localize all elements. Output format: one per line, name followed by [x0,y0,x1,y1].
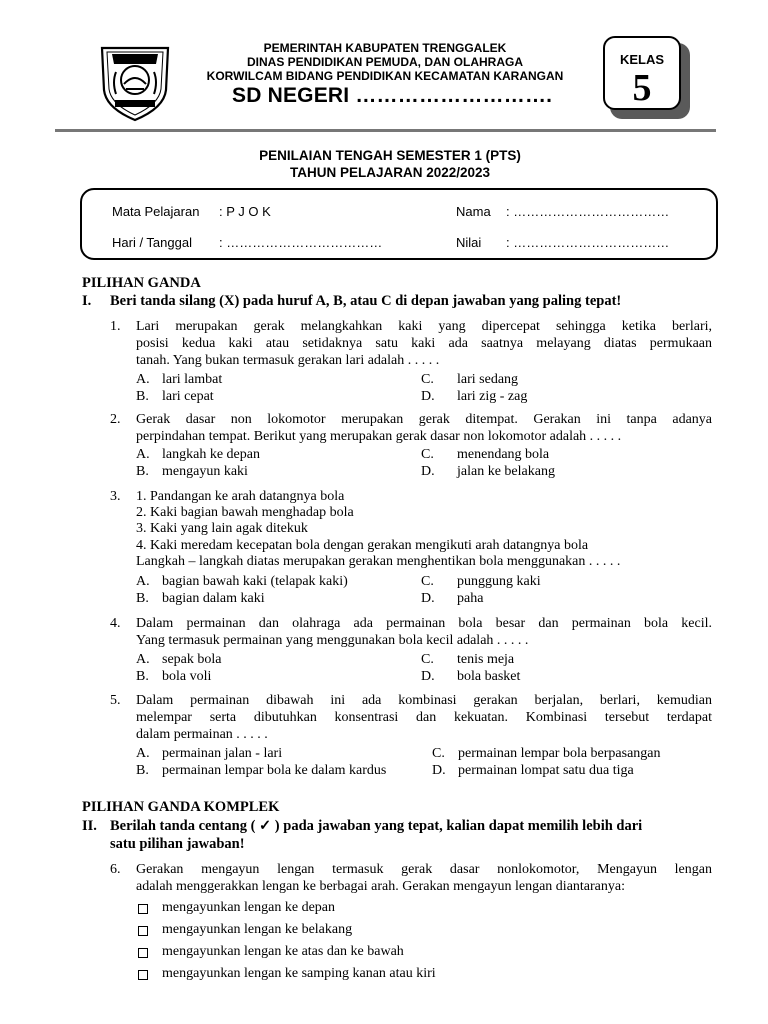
answer-checkbox[interactable] [138,926,148,936]
option-letter: A. [136,652,150,667]
option-text: bagian bawah kaki (telapak kaki) [162,574,348,589]
question-text-line: melempar serta dibutuhkan konsentrasi dan kekuatan. Kombinasi tersebut terdapat [136,710,712,725]
option-text: permainan lompat satu dua tiga [458,763,634,778]
option-text: sepak bola [162,652,222,667]
kelas-label: KELAS [619,52,665,67]
question-text-line: dalam permainan . . . . . [136,727,268,742]
option-text: jalan ke belakang [457,464,555,479]
option-letter: A. [136,746,150,761]
option-letter: B. [136,669,149,684]
option-b[interactable] [136,464,248,480]
question-number: 2. [110,412,121,427]
answer-checkbox[interactable] [138,948,148,958]
option-a[interactable] [136,746,282,762]
option-text: lari sedang [457,372,519,387]
option-d[interactable] [421,464,555,480]
option-text: langkah ke depan [162,447,260,462]
question-text-line: Langkah – langkah diatas merupakan gerakan menghentikan bola menggunakan . . . . . [136,554,621,569]
option-d[interactable] [421,669,520,685]
option-letter: C. [421,574,434,589]
choice-text: mengayunkan lengan ke atas dan ke bawah [162,944,404,959]
question-number: 5. [110,693,121,708]
header-government: PEMERINTAH KABUPATEN TRENGGALEK [263,41,507,55]
section-multiple-choice-title: PILIHAN GANDA [82,275,201,291]
option-letter: D. [421,669,435,684]
question-number: 6. [110,862,121,877]
question-number: 3. [110,489,121,504]
option-text: punggung kaki [457,574,541,589]
option-letter: D. [421,389,435,404]
subject-value: : P J O K [219,204,271,219]
option-a[interactable] [136,447,260,463]
option-a[interactable] [136,372,222,388]
option-letter: D. [432,763,446,778]
option-letter: A. [136,574,150,589]
choice-text: mengayunkan lengan ke depan [162,900,335,915]
option-b[interactable] [136,389,214,405]
question-text-line: Lari merupakan gerak melangkahkan kaki yang dipercepat sehingga ketika berlari, [136,319,712,334]
header-divider [55,129,716,132]
school-name: SD NEGERI ………………………. [232,84,553,107]
question-text-line: 3. Kaki yang lain agak ditekuk [136,521,308,536]
question-number: 1. [110,319,121,334]
option-letter: C. [432,746,445,761]
option-letter: C. [421,372,434,387]
section-1-numeral: I. [82,293,92,309]
exam-title: PENILAIAN TENGAH SEMESTER 1 (PTS) [259,148,521,163]
option-text: permainan jalan - lari [162,746,283,761]
choice-text: mengayunkan lengan ke belakang [162,922,353,937]
question-text-line: 4. Kaki meredam kecepatan bola dengan gerakan mengikuti arah datangnya bola [136,538,589,553]
header-coordinator: KORWILCAM BIDANG PENDIDIKAN KECAMATAN KARANGAN [206,69,564,83]
question-text-line: 2. Kaki bagian bawah menghadap bola [136,505,354,520]
subject-label: Mata Pelajaran [112,204,200,219]
question-text-line: 1. Pandangan ke arah datangnya bola [136,489,345,504]
option-text: tenis meja [457,652,515,667]
option-c[interactable] [421,652,514,668]
option-d[interactable] [421,389,527,405]
option-text: permainan lempar bola ke dalam kardus [162,763,387,778]
option-text: bagian dalam kaki [162,591,265,606]
option-c[interactable] [421,372,518,388]
option-c[interactable] [432,746,661,762]
option-text: lari zig - zag [457,389,528,404]
option-letter: C. [421,652,434,667]
question-text-line: posisi kedua kaki atau setidaknya satu kaki ada saatnya melayang diatas permukaan [136,336,712,351]
question-text-line: Gerakan mengayun lengan termasuk gerak dasar nonlokomotor, Mengayun lengan [136,862,712,877]
option-letter: C. [421,447,434,462]
option-a[interactable] [136,574,348,590]
option-b[interactable] [136,591,265,607]
question-text-line: Dalam permainan dibawah ini ada kombinasi gerakan berjalan, berlari, kemudian [136,693,712,708]
option-letter: B. [136,763,149,778]
question-text-line: Gerak dasar non lokomotor merupakan gerak ditempat. Gerakan ini tanpa adanya [136,412,712,427]
option-text: lari cepat [162,389,214,404]
option-text: lari lambat [162,372,223,387]
kelas-number: 5 [632,67,652,109]
question-text-line: adalah menggerakkan lengan ke berbagai arah. Gerakan mengayun lengan diantaranya: [136,879,625,894]
option-letter: B. [136,464,149,479]
date-field[interactable]: : ……………………………… [219,235,383,250]
section-2-instruction: satu pilihan jawaban! [110,836,245,852]
option-text: paha [457,591,484,606]
question-text-line: tanah. Yang bukan termasuk gerakan lari adalah . . . . . [136,353,440,368]
option-b[interactable] [136,763,386,779]
question-text-line: Dalam permainan dan olahraga ada permainan bola besar dan permainan bola kecil. [136,616,712,631]
question-text-line: perpindahan tempat. Berikut yang merupakan gerak dasar non lokomotor adalah . . . . . [136,429,622,444]
option-letter: B. [136,389,149,404]
option-letter: D. [421,464,435,479]
section-2-instruction: Berilah tanda centang ( ✓ ) pada jawaban yang tepat, kalian dapat memilih lebih dari [110,818,643,834]
header-department: DINAS PENDIDIKAN PEMUDA, DAN OLAHRAGA [246,55,523,69]
choice-text: mengayunkan lengan ke samping kanan atau kiri [162,966,436,981]
question-text-line: Yang termasuk permainan yang menggunakan bola kecil adalah . . . . . [136,633,529,648]
option-letter: A. [136,372,150,387]
score-field[interactable]: : ……………………………… [506,235,670,250]
option-text: menendang bola [457,447,550,462]
name-label: Nama [456,204,491,219]
question-number: 4. [110,616,121,631]
option-d[interactable] [421,591,483,607]
option-c[interactable] [421,447,549,463]
section-2-numeral: II. [82,818,97,834]
kelas-box [603,36,681,110]
option-letter: D. [421,591,435,606]
option-text: bola voli [162,669,212,684]
section-1-instruction: Beri tanda silang (X) pada huruf A, B, atau C di depan jawaban yang paling tepat! [110,293,622,309]
name-field[interactable]: : ……………………………… [506,204,670,219]
option-a[interactable] [136,652,221,668]
option-d[interactable] [432,763,634,779]
answer-checkbox[interactable] [138,904,148,914]
option-letter: A. [136,447,150,462]
regency-emblem-logo [98,42,172,122]
score-label: Nilai [456,235,482,250]
option-b[interactable] [136,669,211,685]
section-complex-choice-title: PILIHAN GANDA KOMPLEK [82,799,280,815]
answer-checkbox[interactable] [138,970,148,980]
option-c[interactable] [421,574,541,590]
academic-year: TAHUN PELAJARAN 2022/2023 [289,165,491,180]
option-text: permainan lempar bola berpasangan [458,746,661,761]
option-text: bola basket [457,669,521,684]
date-label: Hari / Tanggal [112,235,192,250]
option-text: mengayun kaki [162,464,248,479]
option-letter: B. [136,591,149,606]
